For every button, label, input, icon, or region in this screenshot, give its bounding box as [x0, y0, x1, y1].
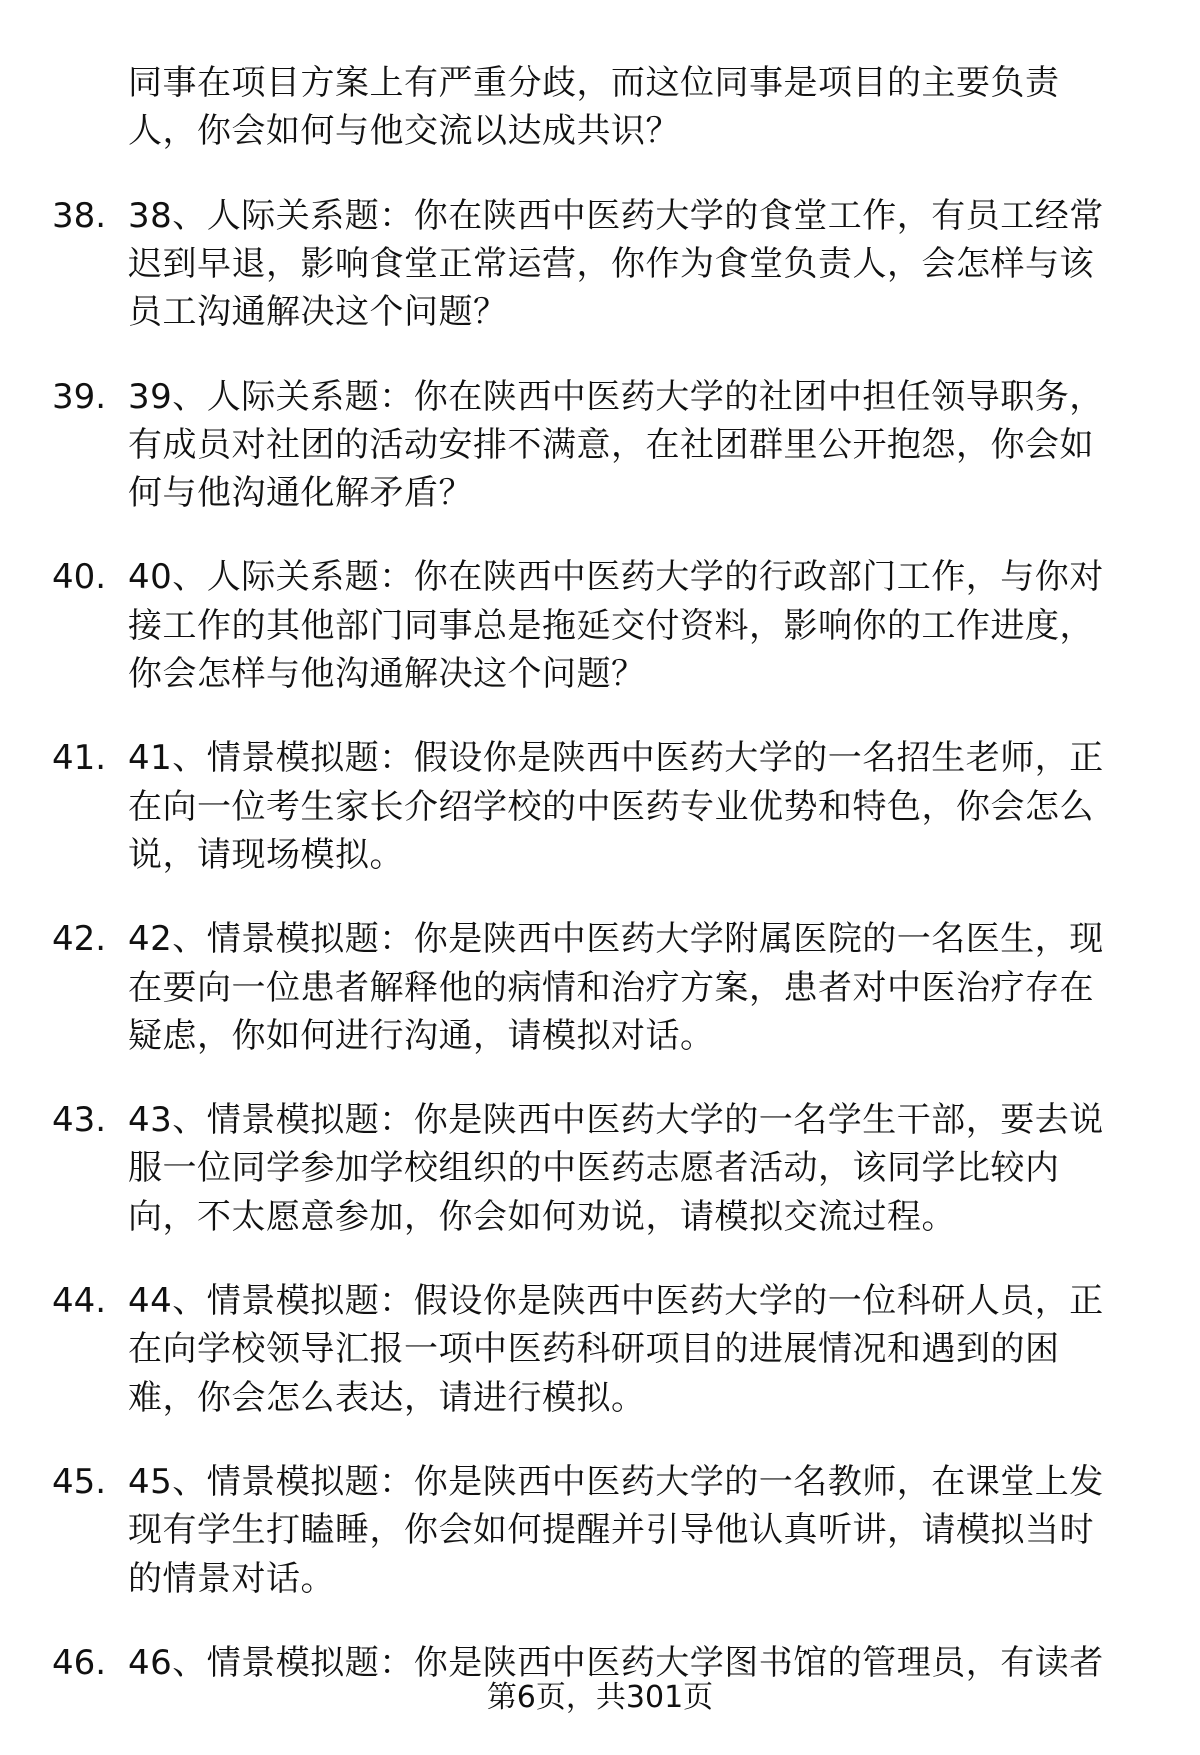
question-number: 43. — [52, 1100, 107, 1141]
question-text-line: 疑虑，你如何进行沟通，请模拟对话。 — [128, 1015, 715, 1056]
question-text-line: 何与他沟通化解矛盾？ — [128, 473, 473, 514]
question-text-line: 38、人际关系题：你在陕西中医药大学的食堂工作，有员工经常 — [128, 195, 1104, 236]
question-number: 39. — [52, 376, 107, 417]
question-text-line: 44、情景模拟题：假设你是陕西中医药大学的一位科研人员，正 — [128, 1281, 1104, 1321]
question-text-line: 41、情景模拟题：假设你是陕西中医药大学的一名招生老师，正 — [128, 738, 1104, 779]
question-text-line: 你会怎样与他沟通解决这个问题？ — [128, 654, 646, 694]
question-text-line: 向，不太愿意参加，你会如何劝说，请模拟交流过程。 — [128, 1196, 956, 1237]
question-number: 41. — [52, 738, 107, 779]
question-text-line: 迟到早退，影响食堂正常运营，你作为食堂负责人，会怎样与该 — [128, 243, 1094, 284]
question-number: 38. — [52, 195, 107, 236]
page-footer: 第6页，共301页 — [486, 1680, 714, 1715]
question-text-line: 现有学生打瞌睡，你会如何提醒并引导他认真听讲，请模拟当时 — [128, 1510, 1094, 1551]
question-text-line: 说，请现场模拟。 — [128, 834, 404, 875]
question-text-line: 服一位同学参加学校组织的中医药志愿者活动，该同学比较内 — [128, 1148, 1060, 1189]
question-text-line: 42、情景模拟题：你是陕西中医药大学附属医院的一名医生，现 — [128, 919, 1104, 960]
question-text-line: 46、情景模拟题：你是陕西中医药大学图书馆的管理员，有读者 — [128, 1642, 1104, 1683]
question-text-line: 在向学校领导汇报一项中医药科研项目的进展情况和遇到的困 — [128, 1329, 1060, 1370]
question-text-line: 有成员对社团的活动安排不满意，在社团群里公开抱怨，你会如 — [128, 424, 1094, 465]
question-text-line: 在要向一位患者解释他的病情和治疗方案，患者对中医治疗存在 — [128, 967, 1094, 1008]
question-text-line: 40、人际关系题：你在陕西中医药大学的行政部门工作，与你对 — [128, 557, 1104, 598]
question-text-line: 的情景对话。 — [128, 1558, 335, 1599]
question-text-line: 员工沟通解决这个问题？ — [128, 292, 508, 333]
question-number: 40. — [52, 557, 107, 598]
question-text-line: 43、情景模拟题：你是陕西中医药大学的一名学生干部，要去说 — [128, 1100, 1104, 1141]
question-text-line: 难，你会怎么表达，请进行模拟。 — [128, 1377, 646, 1418]
question-text-line: 同事在项目方案上有严重分歧，而这位同事是项目的主要负责 — [128, 63, 1060, 103]
question-text-line: 39、人际关系题：你在陕西中医药大学的社团中担任领导职务， — [128, 376, 1104, 417]
question-number: 45. — [52, 1461, 107, 1502]
question-text-line: 人，你会如何与他交流以达成共识？ — [128, 111, 680, 152]
question-text-line: 接工作的其他部门同事总是拖延交付资料，影响你的工作进度， — [128, 605, 1094, 646]
question-text-line: 45、情景模拟题：你是陕西中医药大学的一名教师，在课堂上发 — [128, 1461, 1104, 1502]
question-number: 42. — [52, 919, 107, 960]
question-number: 46. — [52, 1642, 107, 1683]
question-number: 44. — [52, 1281, 107, 1321]
question-text-line: 在向一位考生家长介绍学校的中医药专业优势和特色，你会怎么 — [128, 786, 1094, 827]
